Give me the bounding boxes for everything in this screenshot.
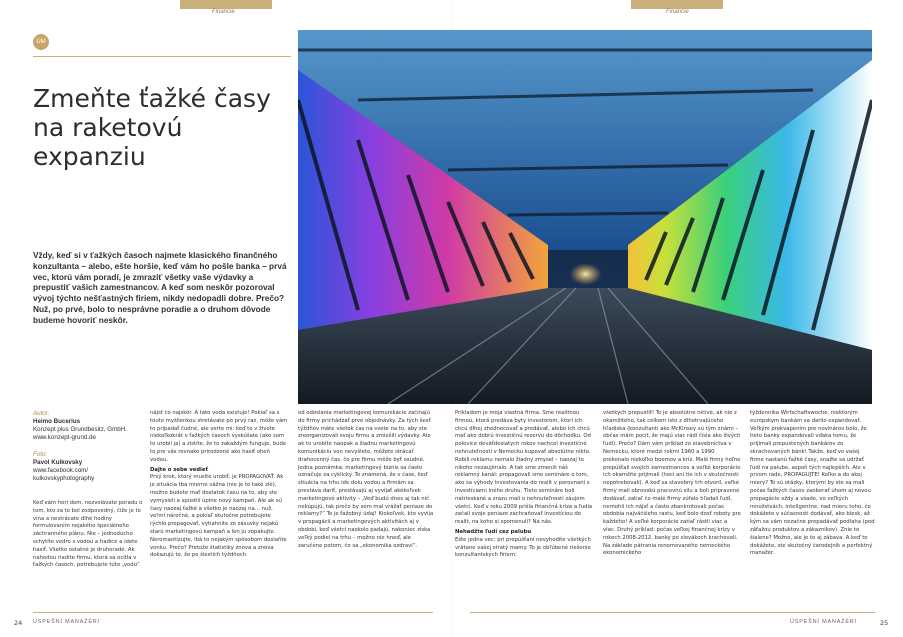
author-name: Heimo Bucerius (33, 418, 81, 425)
photo-author-name: Pavol Kulkovsky (33, 459, 83, 466)
article-title: Zmeňte ťažké časy na raketovú expanziu (33, 84, 271, 171)
body-column-5 (603, 410, 741, 610)
author-label: Autor: (33, 410, 50, 417)
author-web-link[interactable]: www.konzept-grund.de (33, 434, 96, 441)
body-paragraph: Prvý krok, ktorý musíte urobiť, je PROPAGOVAŤ. Ak je situácia tba mierne vážna (nie je to také zlé), možno budete mať dostatok času na to, aby ste vymysleli a spustili úplne nový kampaň. Ale ak sú časy naozaj ťažké a všetko je naozaj na… nuž, veľmi náročné, a pokiaľ skutočne potrebujete rýchlo propagovať, vytiahnite zo zásuvky nejakú starú marketingovú kampaň a len ju zopakujte. Neromantizujte, ibá to nejakým spôsobom doslaňte vonku. Prečo? Pretože štatistiky znova a znova dokazujú to, že po šiestich týždňoch (150, 474, 287, 559)
section-label-left: Financie (212, 9, 235, 15)
body-paragraph: Ešte jedna vec: pri prepúšťaní nevyhodíte všetkých vrátane vašej stratý mamy. To je obľúbené riešenie konzultantských firiem: (455, 536, 591, 559)
article-credits (33, 410, 138, 483)
section-subheading: Nehadžte ľudí cez palubu (455, 528, 532, 535)
header-tab-right (631, 0, 723, 9)
author-org: Konzept plus Grundbesitz, GmbH. (33, 426, 127, 433)
footer-rule-left (33, 612, 433, 613)
page-number-left: 24 (14, 619, 23, 627)
section-label-right: Financie (666, 9, 689, 15)
magazine-name-right: ÚSPEŠNÍ MANAŽÉRI (790, 619, 857, 625)
body-column-2 (150, 410, 288, 610)
body-paragraph: týždenníka Wirtschaftswoche, niektorým európskym bankám sa darilo expandovať. Veľkým prekvapením pre novinárov bolo, že tieto banky expandovali vďaka tomu, že prijímali prepustených bankárov zo skrachovaných bánk! Takže, keď vo vašej firme nastanú ťažké časy, snažte sa udržať ľudí na palube, aspoň tých najlepších. Ale v prvom rade, PROPAGUJTE! Koľko a do akej miery? To sú otázky, ktorými by ste sa mali počas ťažkých časov zaoberať úhom aj novou propagácie vždy a všade, vo veľkých množstvách, inteligentne, nad mieru toho, čo dokážete v súčasnosti dodávať, ako blesk, až kým sa vám nezačne prepadávať podlaha (pod záťažou produktov a zákazníkov). Znie to šialene? Možno, ale je to aj zábava. A keď to dokážete, ste skutočný čarodejník a perfektný manažér. (750, 410, 875, 557)
article-lead: Vždy, keď si v ťažkých časoch najmete klasického finančného konzultanta – alebo, ešte horšie, keď vám ho pošle banka – prvá vec, ktorú vám poradí, je zmraziť všetky vaše výdavky a prepustiť vašich zamestnancov. A keď som neskôr pozoroval vývoj týchto nešťastných firiem, nikdy nedopadli dobre. Prečo? Nuž, po prvé, bolo to nesprávne poradie a o druhom dôvode budeme hovoriť neskôr. (33, 250, 287, 325)
body-paragraph: nájsť čo najskôr. A táto voda existuje! Pokiaľ sa s touto myšlienkou stretávate po prvý raz, môže vám to pripadať čudné, ale verte mi: keď to v živote niekoľkokrát v ťažkých časoch vyskúšate (ako som to urobil ja) a zistíte, že to zakaždým funguje, bude to pre vás rovnako prirodzené ako hasiť oheň vodou. (150, 410, 288, 463)
magazine-name-left: ÚSPEŠNÍ MANAŽÉRI (33, 619, 100, 625)
body-paragraph: Príkladom je moja vlastná firma. Sme realitnou firmou, ktorá predáva byty investorom, ktorí ich chcú dlhej zhodnocovať a predávať, alebo ich chcú mať ako dobrú investičnú rezervu do dôchodku. Od polovice deväťdesiatych rokov nachcel investičné nehnuteľnosti v Nemecku kupovať absolútne nikto. Robili reklamu nemalo žiadny zmysel – naozaj to nikoho nezaujímalo. A tak sme zmenili náš reklamný kanál: propagovali sme semináre o tom, ako sa výhody investovania do realít v porovnaní s investíciami iného druhu. Tieto semináre boli natrieskané a zrazu mali o nehnuteľnosti záujem všetci. Keď v roku 2009 prišla finančná kríza a ľudia začali svoje peniaze zachraňovať investíciou do realít, na koho si spomenuli? Na nás. (455, 410, 593, 526)
header-tab-left (180, 0, 272, 9)
body-paragraph: Keď vám hori dom, nezvolávate poradu o tom, kto za to bol zodpovedný, čiže je to vina a nestrácate dlhé hodiny formulovaním nejakého špeciálneho záchranného plánu. Nie – jednoducho schytíte vedro s vodou a hadice a idete hasiť. Všetko ostatné je druhoradé. Ak nahodou riadite firmu, ktorá sa ocitla v ťažkých časoch, potrebujete túto „vodu“ (33, 500, 143, 569)
photo-fb-link[interactable]: www.facebook.com/ (33, 467, 89, 474)
body-paragraph: všetkých prepustiť! To je absolútne ničivé, ak nie z okamžitého, tak celkom isto z dlhotrvajúceho hľadiska (konzultanti ako McKinsey sú tým známi – občas mám pocit, že majú viac rádí čísla ako živých ľudí). Prečo? Dám vám príklad zo stavebníctva v Nemecku, ktoré medzi rokmi 1960 a 1990 prekonalo niekoľko boomov a kríz. Malé firmy hoľne prepúšťali svojich zamestnancov a veľké korporácie ich okamžite prijímali (hoci ani tie ich v skutočnosti nepotrebovali). A keď sa stavebný trh otvoril, veľké firmy mali obrovskú pracovnú silu a boli pripravené dodávať, zatiaľ čo malé firmy zúfalo hľadali ľudí, nemohli ich nájsť a často zbankrotovali počas obdobia najväčšieho rastu, keď bolo dosť roboty pre každého! A veľké korporácie zatiaľ rástli viac a viac. Druhý príklad: počas veľkej finančnej krízy v rokoch 2008-2012, banky po slovákoch krachovali. Na základe pátrania renomovaného nemeckého ekonomického (603, 410, 741, 557)
body-paragraph: od odoslania marketingovej komunikácie začínajú do firmy prichádzať prvé objednávky. Za tých šesť týždňov máte všetok čas na svete na to, aby ste zreorganizovali svoju firmu a zmiešili výdavky. Ale ak to urobíte naopak a žiadnu marketingovú komunikáciu von nevyšlete, môžete strácať drahocenný čas, čo pre firmu môže byť osudné. Jedna poznámka: marketingový biznis sa často označuje za cyklický. To znamená, že v čase, keď situácia na trhu ide dolu vodou a firmám sa prestáva dariť, prestávajú aj vyvíjať akékoľvek marketingové aktivity – „Veď budú dnes aj tak nič nekúpujú, tak prečo by som mal vrážať peniaze do reklamy?“ To je ťažobný údaj! Kiokoľvek, kto vyvíja v propagácii a marketingových aktivitách aj v období, keď všetci naokolo padajú, nakoniec získa veľký podiel na trhu – možno nie hneď, ale zaručene potom, čo sa „ekonomika ozdravi“. (298, 410, 434, 549)
bridge-photo (298, 30, 872, 404)
title-rule (33, 56, 291, 57)
section-subheading: Dajte o sebe vedieť (150, 466, 208, 473)
body-column-3 (298, 410, 436, 610)
body-column-1 (33, 500, 143, 610)
magazine-badge-icon: UM (33, 34, 49, 50)
body-column-4 (455, 410, 593, 610)
photo-fb-link-2[interactable]: kulkovskyphotography (33, 475, 95, 482)
body-column-6 (750, 410, 875, 610)
page-number-right: 25 (880, 619, 889, 627)
footer-rule-right (470, 612, 875, 613)
photo-label: Foto: (33, 451, 48, 458)
